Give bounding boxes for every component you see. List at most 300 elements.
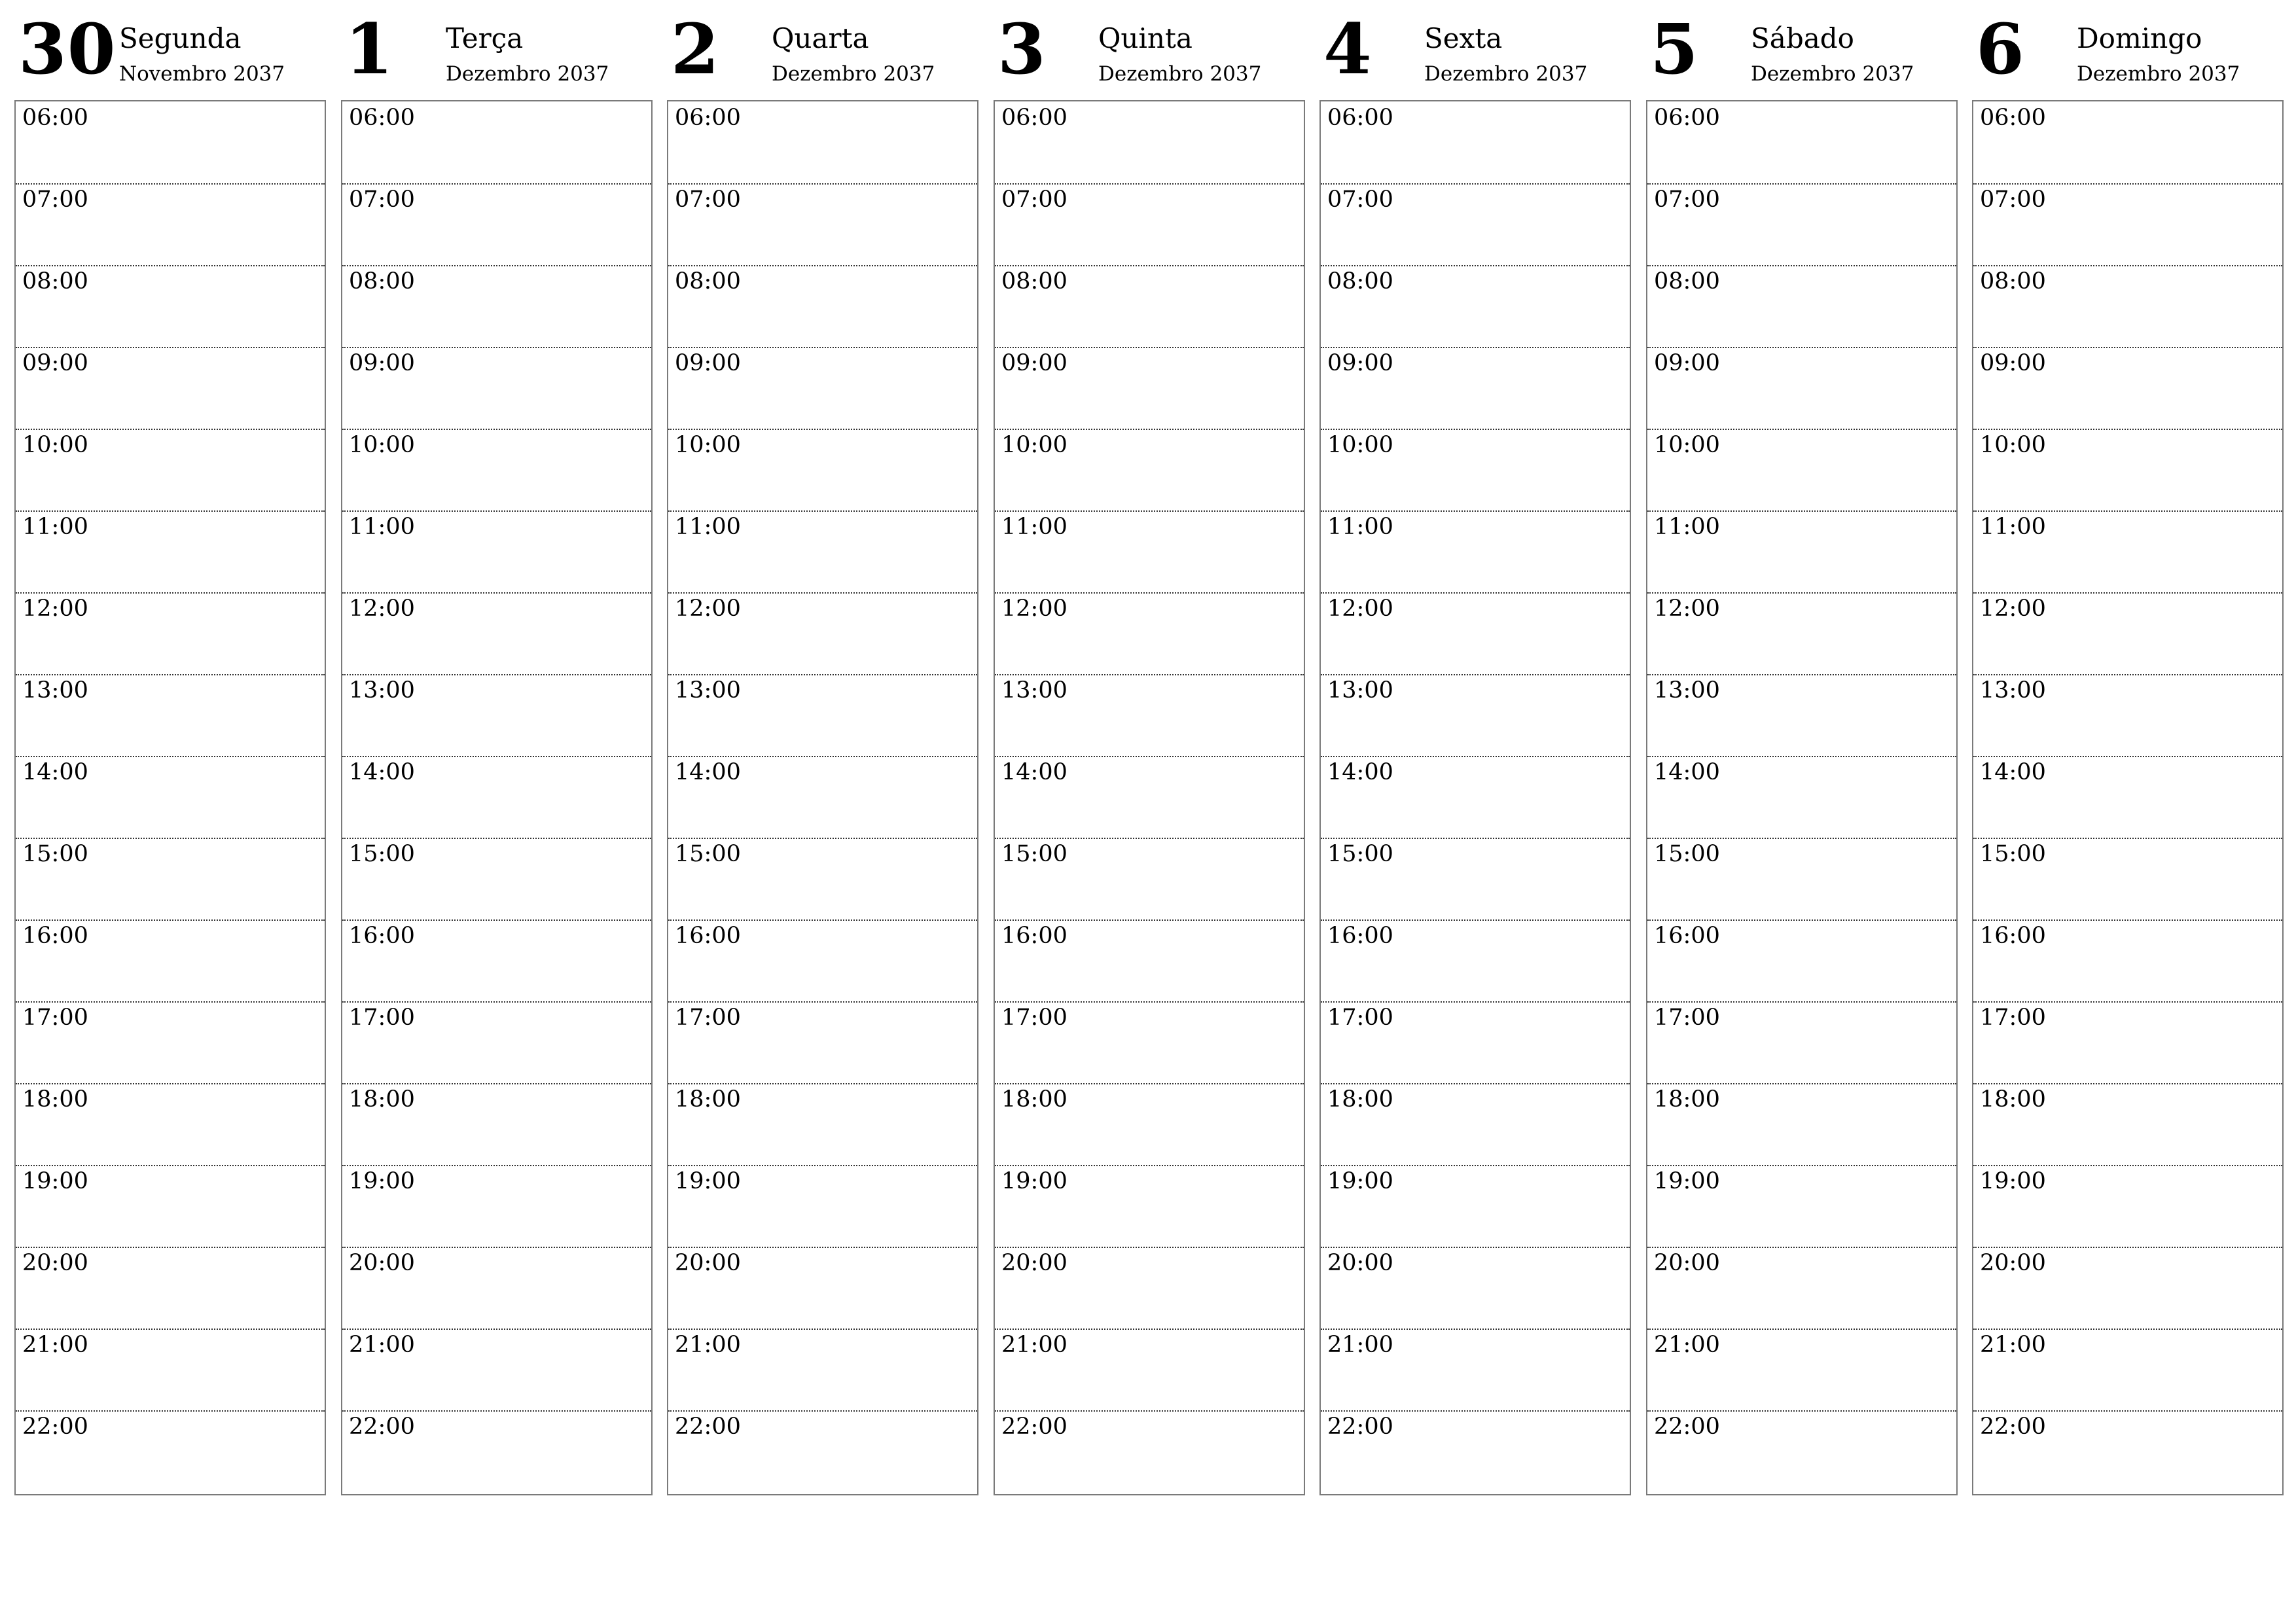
dotted-divider xyxy=(1973,1247,2282,1248)
dotted-divider xyxy=(995,429,1304,430)
hour-slot[interactable] xyxy=(1647,101,1956,183)
hour-label: 12:00 xyxy=(1654,596,1720,622)
dotted-divider xyxy=(16,756,325,757)
dotted-divider xyxy=(1321,183,1630,185)
hour-slot[interactable] xyxy=(1973,1083,2282,1165)
dotted-divider xyxy=(1321,674,1630,675)
hour-slot[interactable] xyxy=(16,1001,325,1083)
dotted-divider xyxy=(995,1329,1304,1330)
hour-slot[interactable] xyxy=(1973,510,2282,592)
day-month: Dezembro 2037 xyxy=(2077,62,2240,86)
dotted-divider xyxy=(1973,1001,2282,1003)
hour-label: 11:00 xyxy=(349,514,415,540)
day-number: 3 xyxy=(997,8,1047,90)
hour-slot[interactable] xyxy=(1321,1247,1630,1329)
hour-slot[interactable] xyxy=(1321,1410,1630,1492)
hour-label: 16:00 xyxy=(1654,923,1720,949)
hour-slot[interactable] xyxy=(1647,1329,1956,1410)
hour-label: 06:00 xyxy=(1001,105,1067,131)
hour-slot[interactable] xyxy=(1647,510,1956,592)
hour-label: 14:00 xyxy=(1654,759,1720,785)
hour-label: 16:00 xyxy=(1980,923,2046,949)
hour-slot[interactable] xyxy=(1973,1001,2282,1083)
day-column xyxy=(14,0,326,1499)
hour-slot[interactable] xyxy=(995,756,1304,838)
dotted-divider xyxy=(342,1410,651,1412)
hour-slot[interactable] xyxy=(668,265,977,347)
dotted-divider xyxy=(1647,510,1956,512)
dotted-divider xyxy=(668,1083,977,1084)
dotted-divider xyxy=(16,838,325,839)
hour-label: 22:00 xyxy=(1001,1414,1067,1440)
dotted-divider xyxy=(1647,183,1956,185)
dotted-divider xyxy=(668,1329,977,1330)
hour-label: 22:00 xyxy=(1980,1414,2046,1440)
hour-label: 20:00 xyxy=(1001,1250,1067,1276)
hour-slot[interactable] xyxy=(342,510,651,592)
dotted-divider xyxy=(995,919,1304,921)
dotted-divider xyxy=(1647,1410,1956,1412)
hour-slot[interactable] xyxy=(1321,101,1630,183)
hour-slot[interactable] xyxy=(16,347,325,429)
hour-slot[interactable] xyxy=(668,1410,977,1492)
hour-slot[interactable] xyxy=(995,1083,1304,1165)
hour-slot[interactable] xyxy=(16,101,325,183)
hour-slot[interactable] xyxy=(995,265,1304,347)
hour-slot[interactable] xyxy=(995,1329,1304,1410)
dotted-divider xyxy=(668,674,977,675)
hour-slot[interactable] xyxy=(1647,1410,1956,1492)
dotted-divider xyxy=(1321,1001,1630,1003)
day-header xyxy=(1972,0,2284,98)
dotted-divider xyxy=(1321,1329,1630,1330)
hour-label: 19:00 xyxy=(1001,1168,1067,1194)
dotted-divider xyxy=(16,510,325,512)
day-schedule-box[interactable] xyxy=(1319,100,1631,1495)
hour-slot[interactable] xyxy=(342,1247,651,1329)
hour-label: 10:00 xyxy=(1654,432,1720,458)
hour-slot[interactable] xyxy=(342,429,651,510)
hour-slot[interactable] xyxy=(1647,1001,1956,1083)
hour-slot[interactable] xyxy=(668,1329,977,1410)
hour-label: 13:00 xyxy=(1980,677,2046,704)
hour-slot[interactable] xyxy=(342,183,651,265)
hour-label: 20:00 xyxy=(22,1250,88,1276)
hour-slot[interactable] xyxy=(1973,1410,2282,1492)
hour-label: 22:00 xyxy=(22,1414,88,1440)
hour-slot[interactable] xyxy=(16,1410,325,1492)
hour-label: 12:00 xyxy=(675,596,741,622)
hour-slot[interactable] xyxy=(668,674,977,756)
dotted-divider xyxy=(995,1247,1304,1248)
day-schedule-box[interactable] xyxy=(667,100,978,1495)
dotted-divider xyxy=(16,183,325,185)
dotted-divider xyxy=(16,1083,325,1084)
dotted-divider xyxy=(342,510,651,512)
hour-label: 18:00 xyxy=(1001,1086,1067,1113)
hour-slot[interactable] xyxy=(1647,429,1956,510)
hour-label: 06:00 xyxy=(1654,105,1720,131)
hour-label: 14:00 xyxy=(1327,759,1393,785)
hour-slot[interactable] xyxy=(1647,592,1956,674)
dotted-divider xyxy=(668,1165,977,1166)
hour-label: 18:00 xyxy=(349,1086,415,1113)
hour-label: 20:00 xyxy=(675,1250,741,1276)
hour-label: 21:00 xyxy=(22,1332,88,1358)
hour-label: 17:00 xyxy=(1980,1005,2046,1031)
hour-label: 22:00 xyxy=(1327,1414,1393,1440)
hour-slot[interactable] xyxy=(668,429,977,510)
dotted-divider xyxy=(1321,429,1630,430)
hour-label: 21:00 xyxy=(349,1332,415,1358)
hour-label: 19:00 xyxy=(675,1168,741,1194)
hour-label: 12:00 xyxy=(349,596,415,622)
hour-slot[interactable] xyxy=(1321,756,1630,838)
hour-slot[interactable] xyxy=(995,429,1304,510)
hour-slot[interactable] xyxy=(668,1083,977,1165)
day-header xyxy=(341,0,653,98)
dotted-divider xyxy=(668,919,977,921)
hour-slot[interactable] xyxy=(995,347,1304,429)
dotted-divider xyxy=(342,183,651,185)
hour-slot[interactable] xyxy=(16,510,325,592)
hour-label: 13:00 xyxy=(1654,677,1720,704)
dotted-divider xyxy=(1973,1083,2282,1084)
day-header xyxy=(1319,0,1631,98)
hour-label: 10:00 xyxy=(22,432,88,458)
day-number: 30 xyxy=(18,8,117,90)
hour-label: 19:00 xyxy=(1327,1168,1393,1194)
hour-slot[interactable] xyxy=(342,919,651,1001)
hour-label: 17:00 xyxy=(1327,1005,1393,1031)
hour-label: 10:00 xyxy=(1001,432,1067,458)
hour-slot[interactable] xyxy=(342,674,651,756)
hour-label: 14:00 xyxy=(675,759,741,785)
hour-label: 07:00 xyxy=(22,187,88,213)
hour-slot[interactable] xyxy=(16,1165,325,1247)
dotted-divider xyxy=(342,592,651,594)
hour-label: 06:00 xyxy=(1327,105,1393,131)
hour-slot[interactable] xyxy=(1647,1083,1956,1165)
dotted-divider xyxy=(16,919,325,921)
hour-label: 10:00 xyxy=(675,432,741,458)
hour-label: 14:00 xyxy=(22,759,88,785)
hour-label: 18:00 xyxy=(22,1086,88,1113)
day-schedule-box[interactable] xyxy=(1646,100,1958,1495)
dotted-divider xyxy=(995,1001,1304,1003)
hour-label: 12:00 xyxy=(1327,596,1393,622)
hour-slot[interactable] xyxy=(1973,756,2282,838)
hour-slot[interactable] xyxy=(668,347,977,429)
hour-slot[interactable] xyxy=(1973,265,2282,347)
hour-label: 19:00 xyxy=(349,1168,415,1194)
hour-slot[interactable] xyxy=(1647,1165,1956,1247)
dotted-divider xyxy=(342,429,651,430)
hour-label: 07:00 xyxy=(1327,187,1393,213)
hour-label: 16:00 xyxy=(1327,923,1393,949)
dotted-divider xyxy=(1647,265,1956,266)
hour-slot[interactable] xyxy=(995,183,1304,265)
hour-label: 15:00 xyxy=(22,841,88,867)
hour-slot[interactable] xyxy=(995,1001,1304,1083)
hour-label: 19:00 xyxy=(1980,1168,2046,1194)
hour-label: 08:00 xyxy=(1327,268,1393,294)
hour-label: 20:00 xyxy=(1980,1250,2046,1276)
hour-slot[interactable] xyxy=(668,756,977,838)
dotted-divider xyxy=(995,838,1304,839)
dotted-divider xyxy=(668,1001,977,1003)
hour-slot[interactable] xyxy=(1321,183,1630,265)
dotted-divider xyxy=(1973,347,2282,348)
dotted-divider xyxy=(1973,919,2282,921)
hour-slot[interactable] xyxy=(1321,265,1630,347)
dotted-divider xyxy=(16,1247,325,1248)
dotted-divider xyxy=(1321,1165,1630,1166)
hour-slot[interactable] xyxy=(1321,919,1630,1001)
hour-slot[interactable] xyxy=(1647,183,1956,265)
dotted-divider xyxy=(995,265,1304,266)
hour-slot[interactable] xyxy=(1973,429,2282,510)
hour-label: 08:00 xyxy=(349,268,415,294)
hour-slot[interactable] xyxy=(668,510,977,592)
day-header xyxy=(667,0,978,98)
hour-slot[interactable] xyxy=(342,347,651,429)
hour-label: 06:00 xyxy=(22,105,88,131)
dotted-divider xyxy=(1647,1247,1956,1248)
hour-slot[interactable] xyxy=(1321,1165,1630,1247)
hour-slot[interactable] xyxy=(342,1410,651,1492)
hour-slot[interactable] xyxy=(342,265,651,347)
hour-slot[interactable] xyxy=(1647,347,1956,429)
hour-label: 15:00 xyxy=(1980,841,2046,867)
hour-label: 16:00 xyxy=(349,923,415,949)
hour-label: 22:00 xyxy=(1654,1414,1720,1440)
hour-slot[interactable] xyxy=(668,101,977,183)
hour-slot[interactable] xyxy=(668,183,977,265)
hour-slot[interactable] xyxy=(342,101,651,183)
dotted-divider xyxy=(16,429,325,430)
day-number: 6 xyxy=(1976,8,2025,90)
hour-slot[interactable] xyxy=(1321,674,1630,756)
hour-label: 21:00 xyxy=(1980,1332,2046,1358)
hour-slot[interactable] xyxy=(342,756,651,838)
day-column xyxy=(1972,0,2284,1499)
hour-label: 10:00 xyxy=(1980,432,2046,458)
day-schedule-box[interactable] xyxy=(1972,100,2284,1495)
dotted-divider xyxy=(1647,347,1956,348)
dotted-divider xyxy=(668,265,977,266)
dotted-divider xyxy=(16,347,325,348)
hour-slot[interactable] xyxy=(342,592,651,674)
hour-slot[interactable] xyxy=(1973,592,2282,674)
dotted-divider xyxy=(668,756,977,757)
hour-slot[interactable] xyxy=(995,101,1304,183)
hour-slot[interactable] xyxy=(1647,838,1956,919)
hour-label: 08:00 xyxy=(1980,268,2046,294)
hour-label: 07:00 xyxy=(1001,187,1067,213)
day-column xyxy=(667,0,978,1499)
day-column xyxy=(994,0,1305,1499)
dotted-divider xyxy=(1647,429,1956,430)
dotted-divider xyxy=(995,756,1304,757)
day-schedule-box[interactable] xyxy=(341,100,653,1495)
hour-slot[interactable] xyxy=(995,510,1304,592)
day-name: Quarta xyxy=(772,22,869,54)
hour-slot[interactable] xyxy=(16,429,325,510)
hour-slot[interactable] xyxy=(995,1165,1304,1247)
hour-slot[interactable] xyxy=(668,838,977,919)
hour-label: 22:00 xyxy=(675,1414,741,1440)
hour-slot[interactable] xyxy=(995,838,1304,919)
hour-slot[interactable] xyxy=(668,592,977,674)
hour-slot[interactable] xyxy=(1973,347,2282,429)
hour-slot[interactable] xyxy=(1321,429,1630,510)
dotted-divider xyxy=(1973,183,2282,185)
hour-slot[interactable] xyxy=(1973,1247,2282,1329)
hour-label: 09:00 xyxy=(675,350,741,376)
day-column xyxy=(1319,0,1631,1499)
hour-label: 11:00 xyxy=(675,514,741,540)
day-name: Terça xyxy=(446,22,524,54)
dotted-divider xyxy=(995,347,1304,348)
hour-label: 21:00 xyxy=(1327,1332,1393,1358)
hour-label: 06:00 xyxy=(349,105,415,131)
dotted-divider xyxy=(1321,265,1630,266)
hour-label: 06:00 xyxy=(675,105,741,131)
hour-slot[interactable] xyxy=(668,1165,977,1247)
hour-slot[interactable] xyxy=(342,1083,651,1165)
hour-slot[interactable] xyxy=(1647,1247,1956,1329)
hour-label: 17:00 xyxy=(1001,1005,1067,1031)
day-number: 5 xyxy=(1650,8,1699,90)
day-header xyxy=(994,0,1305,98)
hour-slot[interactable] xyxy=(1321,838,1630,919)
hour-slot[interactable] xyxy=(1321,510,1630,592)
dotted-divider xyxy=(16,1329,325,1330)
day-name: Sexta xyxy=(1424,22,1503,54)
hour-slot[interactable] xyxy=(16,1247,325,1329)
hour-label: 06:00 xyxy=(1980,105,2046,131)
dotted-divider xyxy=(1647,838,1956,839)
dotted-divider xyxy=(1321,756,1630,757)
hour-slot[interactable] xyxy=(16,183,325,265)
hour-label: 15:00 xyxy=(675,841,741,867)
hour-slot[interactable] xyxy=(668,1247,977,1329)
hour-slot[interactable] xyxy=(16,756,325,838)
dotted-divider xyxy=(1321,1247,1630,1248)
dotted-divider xyxy=(668,1247,977,1248)
hour-slot[interactable] xyxy=(16,674,325,756)
dotted-divider xyxy=(1973,756,2282,757)
hour-slot[interactable] xyxy=(16,592,325,674)
hour-label: 21:00 xyxy=(1001,1332,1067,1358)
hour-label: 20:00 xyxy=(1327,1250,1393,1276)
hour-slot[interactable] xyxy=(995,674,1304,756)
hour-label: 15:00 xyxy=(349,841,415,867)
hour-slot[interactable] xyxy=(1321,1329,1630,1410)
day-schedule-box[interactable] xyxy=(14,100,326,1495)
hour-slot[interactable] xyxy=(16,1329,325,1410)
hour-slot[interactable] xyxy=(1647,919,1956,1001)
hour-label: 09:00 xyxy=(1327,350,1393,376)
hour-slot[interactable] xyxy=(1647,674,1956,756)
hour-slot[interactable] xyxy=(668,1001,977,1083)
dotted-divider xyxy=(1973,838,2282,839)
dotted-divider xyxy=(342,347,651,348)
dotted-divider xyxy=(1647,1329,1956,1330)
dotted-divider xyxy=(1321,1083,1630,1084)
hour-label: 13:00 xyxy=(349,677,415,704)
hour-label: 07:00 xyxy=(1980,187,2046,213)
hour-slot[interactable] xyxy=(16,838,325,919)
hour-label: 12:00 xyxy=(1001,596,1067,622)
hour-slot[interactable] xyxy=(16,919,325,1001)
day-name: Quinta xyxy=(1098,22,1193,54)
dotted-divider xyxy=(342,1329,651,1330)
dotted-divider xyxy=(342,1083,651,1084)
hour-slot[interactable] xyxy=(16,265,325,347)
hour-slot[interactable] xyxy=(995,592,1304,674)
hour-label: 19:00 xyxy=(1654,1168,1720,1194)
dotted-divider xyxy=(1321,1410,1630,1412)
hour-slot[interactable] xyxy=(1973,1329,2282,1410)
day-column xyxy=(1646,0,1958,1499)
hour-slot[interactable] xyxy=(1321,592,1630,674)
hour-slot[interactable] xyxy=(16,1083,325,1165)
hour-slot[interactable] xyxy=(1321,1001,1630,1083)
hour-label: 13:00 xyxy=(1327,677,1393,704)
dotted-divider xyxy=(1647,1001,1956,1003)
hour-slot[interactable] xyxy=(342,1329,651,1410)
hour-label: 13:00 xyxy=(1001,677,1067,704)
hour-slot[interactable] xyxy=(342,1001,651,1083)
hour-slot[interactable] xyxy=(1647,756,1956,838)
dotted-divider xyxy=(668,347,977,348)
hour-slot[interactable] xyxy=(1973,838,2282,919)
dotted-divider xyxy=(1973,1410,2282,1412)
hour-label: 18:00 xyxy=(1980,1086,2046,1113)
hour-slot[interactable] xyxy=(1973,183,2282,265)
hour-label: 09:00 xyxy=(349,350,415,376)
dotted-divider xyxy=(1973,1329,2282,1330)
dotted-divider xyxy=(995,1410,1304,1412)
hour-slot[interactable] xyxy=(1973,1165,2282,1247)
hour-slot[interactable] xyxy=(995,919,1304,1001)
hour-slot[interactable] xyxy=(1321,1083,1630,1165)
dotted-divider xyxy=(342,919,651,921)
hour-slot[interactable] xyxy=(342,838,651,919)
dotted-divider xyxy=(342,1165,651,1166)
hour-label: 14:00 xyxy=(1980,759,2046,785)
hour-slot[interactable] xyxy=(668,919,977,1001)
dotted-divider xyxy=(668,429,977,430)
hour-slot[interactable] xyxy=(1973,674,2282,756)
dotted-divider xyxy=(1973,510,2282,512)
hour-slot[interactable] xyxy=(1647,265,1956,347)
hour-label: 08:00 xyxy=(1654,268,1720,294)
hour-label: 08:00 xyxy=(1001,268,1067,294)
day-schedule-box[interactable] xyxy=(994,100,1305,1495)
dotted-divider xyxy=(1973,592,2282,594)
hour-label: 14:00 xyxy=(1001,759,1067,785)
hour-slot[interactable] xyxy=(1321,347,1630,429)
hour-label: 15:00 xyxy=(1654,841,1720,867)
hour-slot[interactable] xyxy=(1973,919,2282,1001)
hour-slot[interactable] xyxy=(995,1410,1304,1492)
hour-slot[interactable] xyxy=(342,1165,651,1247)
hour-slot[interactable] xyxy=(1973,101,2282,183)
hour-slot[interactable] xyxy=(995,1247,1304,1329)
